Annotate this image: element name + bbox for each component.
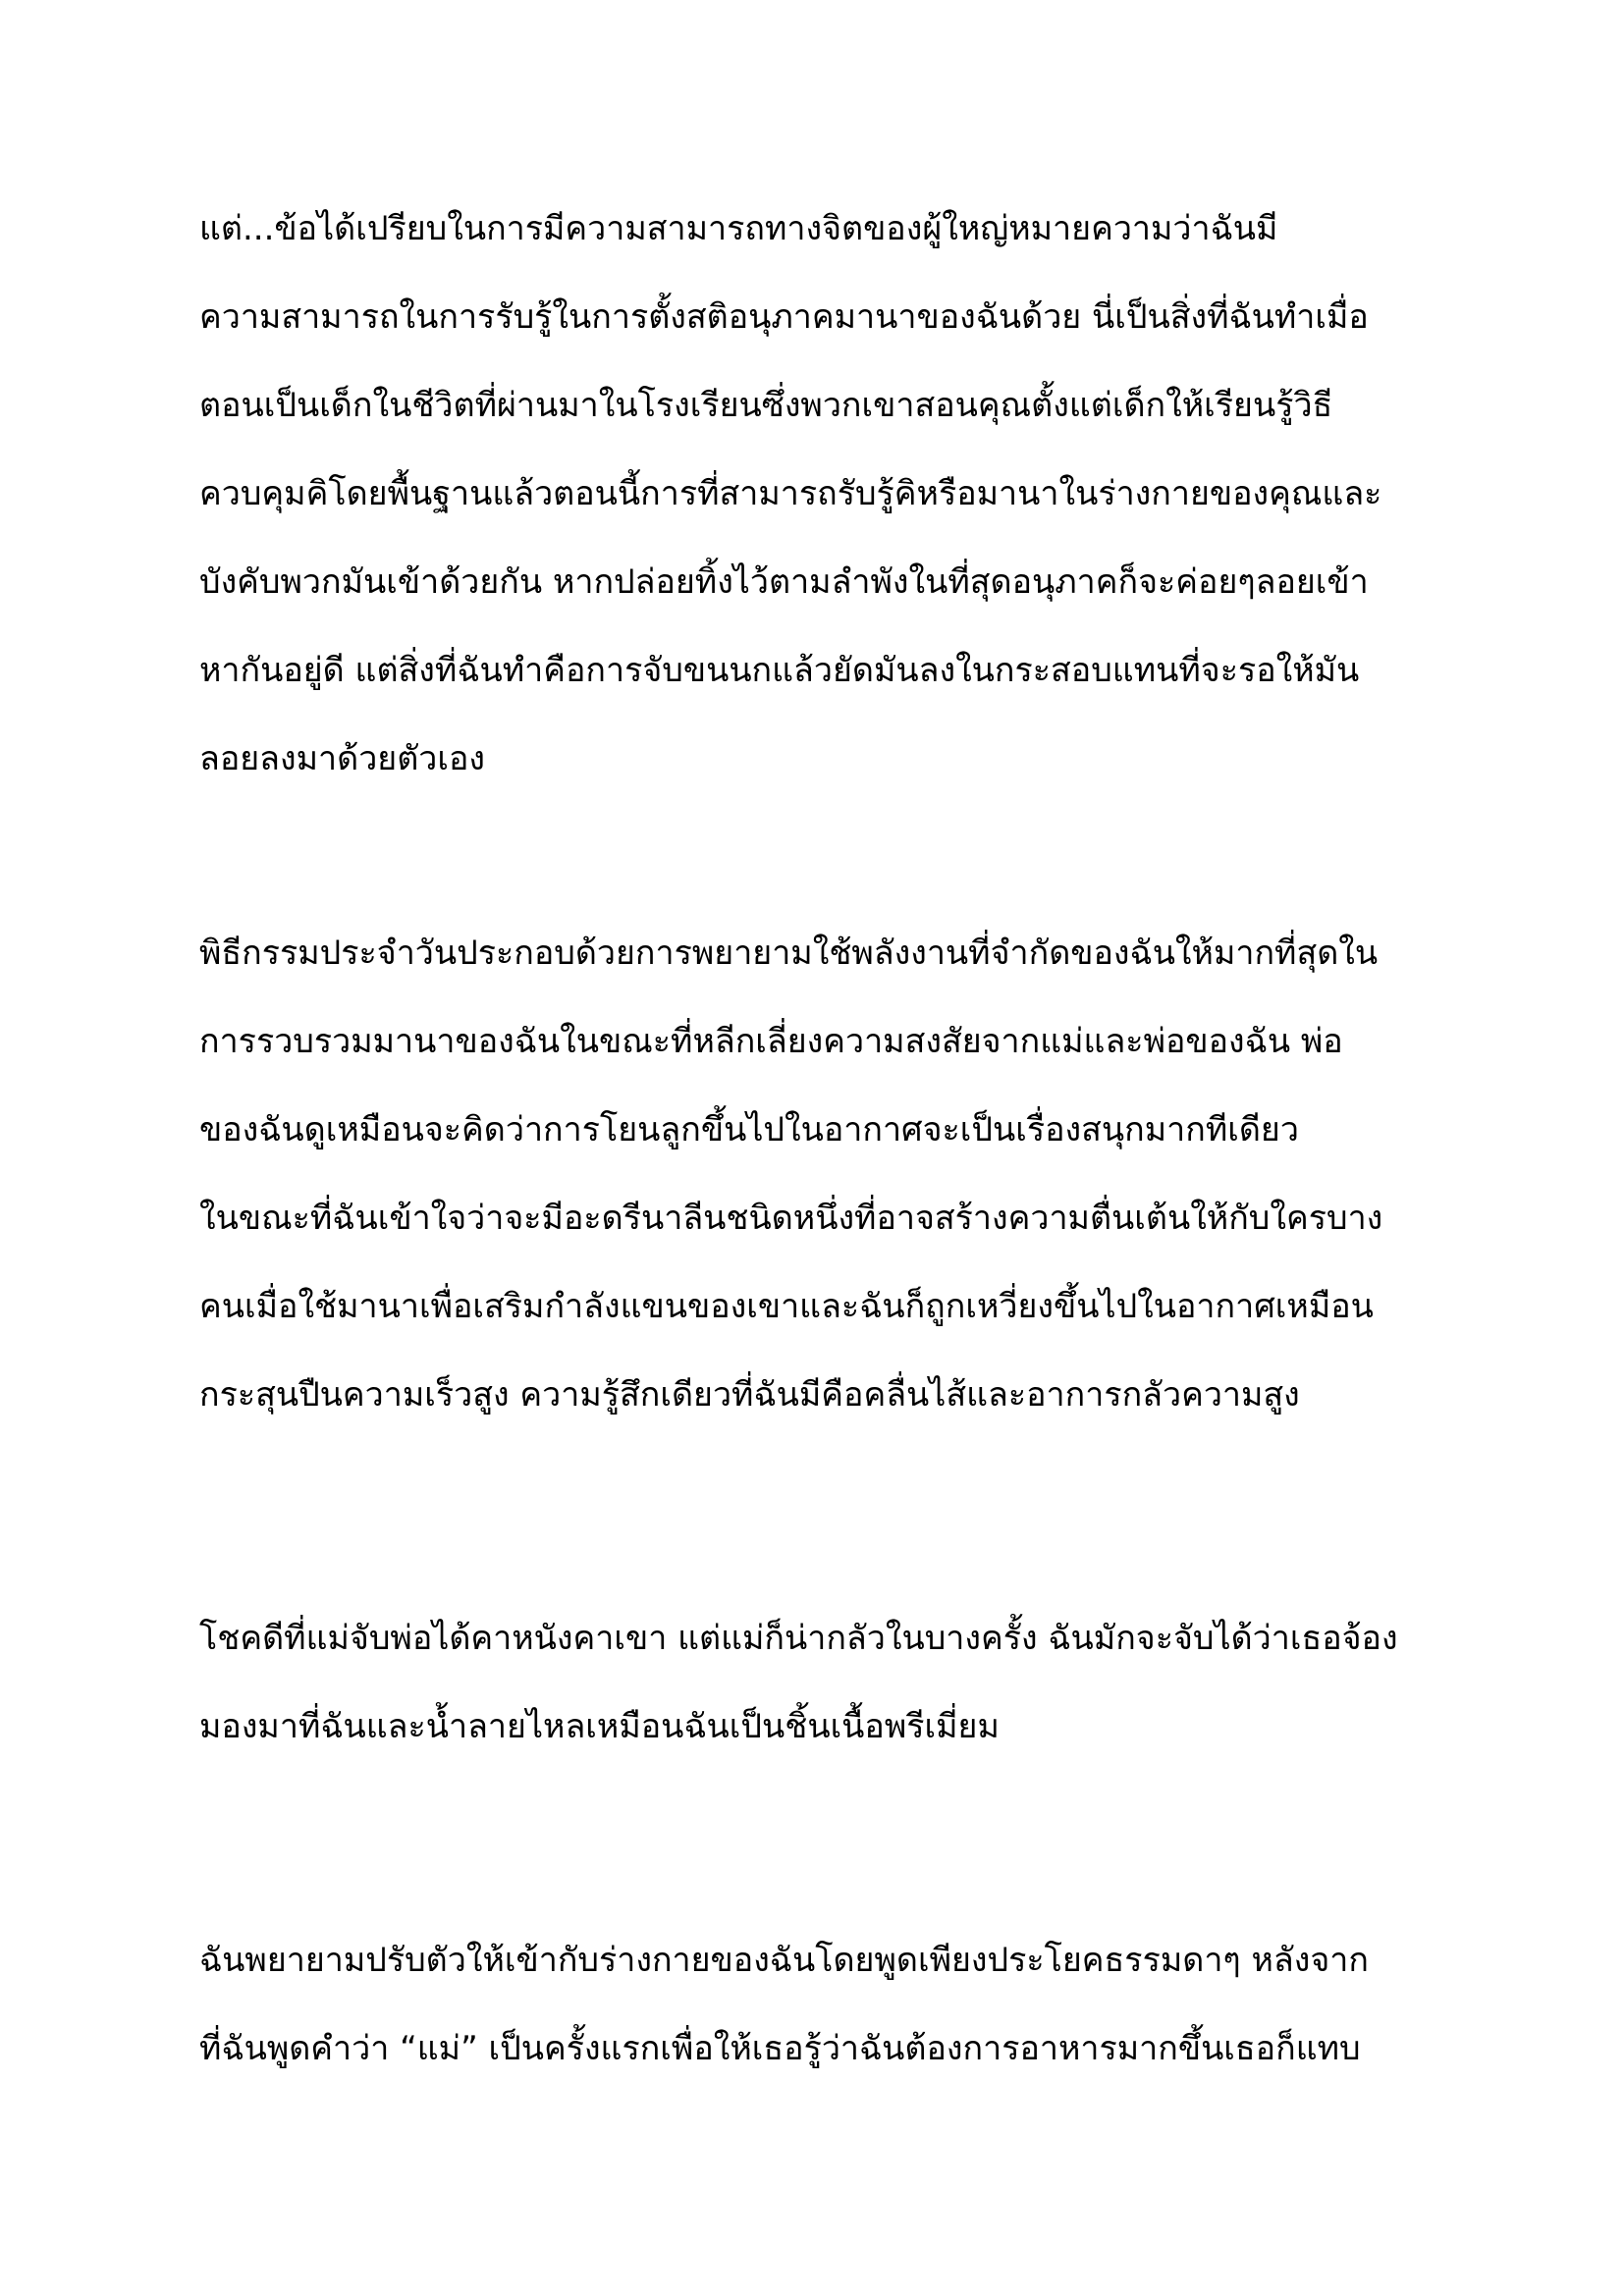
text-line: มองมาที่ฉันและน้ำลายไหลเหมือนฉันเป็นชิ้นเนื้อพรีเมี่ยม [199,1707,1000,1746]
text-line: ฉันพยายามปรับตัวให้เข้ากับร่างกายของฉันโดยพูดเพียงประโยคธรรมดาๆ หลังจาก [199,1941,1369,1980]
text-line: แต่...ข้อได้เปรียบในการมีความสามารถทางจิตของผู้ใหญ่หมายความว่าฉันมี [199,209,1278,248]
text-line: ตอนเป็นเด็กในชีวิตที่ผ่านมาในโรงเรียนซึ่งพวกเขาสอนคุณตั้งแต่เด็กให้เรียนรู้วิธี [199,386,1333,425]
text-line: คนเมื่อใช้มานาเพื่อเสริมกำลังแขนของเขาและฉันก็ถูกเหวี่ยงขึ้นไปในอากาศเหมือน [199,1287,1374,1326]
text-line: ในขณะที่ฉันเข้าใจว่าจะมีอะดรีนาลีนชนิดหนึ่งที่อาจสร้างความตื่นเต้นให้กับใครบาง [199,1199,1383,1238]
text-line: หากันอยู่ดี แต่สิ่งที่ฉันทำคือการจับขนนกแล้วยัดมันลงในกระสอบแทนที่จะรอให้มัน [199,651,1360,690]
text-line: โชคดีที่แม่จับพ่อได้คาหนังคาเขา แต่แม่ก็น่ากลัวในบางครั้ง ฉันมักจะจับได้ว่าเธอจ้อง [199,1619,1398,1658]
text-line: ของฉันดูเหมือนจะคิดว่าการโยนลูกขึ้นไปในอากาศจะเป็นเรื่องสนุกมากทีเดียว [199,1110,1299,1149]
text-line: ความสามารถในการรับรู้ในการตั้งสติอนุภาคมานาของฉันด้วย นี่เป็นสิ่งที่ฉันทำเมื่อ [199,297,1369,337]
text-line: ที่ฉันพูดคำว่า “แม่” เป็นครั้งแรกเพื่อให้เธอรู้ว่าฉันต้องการอาหารมากขึ้นเธอก็แทบ [199,2029,1361,2068]
text-line: บังคับพวกมันเข้าด้วยกัน หากปล่อยทิ้งไว้ตามลำพังในที่สุดอนุภาคก็จะค่อยๆลอยเข้า [199,562,1369,602]
paragraph-1 [199,185,1436,803]
text-line: ควบคุมคิโดยพื้นฐานแล้วตอนนี้การที่สามารถรับรู้คิหรือมานาในร่างกายของคุณและ [199,474,1382,513]
text-line: กระสุนปืนความเร็วสูง ความรู้สึกเดียวที่ฉันมีคือคลื่นไส้และอาการกลัวความสูง [199,1375,1300,1415]
paragraph-3 [199,1594,1436,1771]
text-line: พิธีกรรมประจำวันประกอบด้วยการพยายามใช้พลังงานที่จำกัดของฉันให้มากที่สุดใน [199,934,1379,973]
paragraph-4 [199,1916,1436,2093]
text-line: ลอยลงมาด้วยตัวเอง [199,739,486,778]
text-line: การรวบรวมมานาของฉันในขณะที่หลีกเลี่ยงความสงสัยจากแม่และพ่อของฉัน พ่อ [199,1022,1343,1061]
paragraph-2 [199,909,1436,1439]
